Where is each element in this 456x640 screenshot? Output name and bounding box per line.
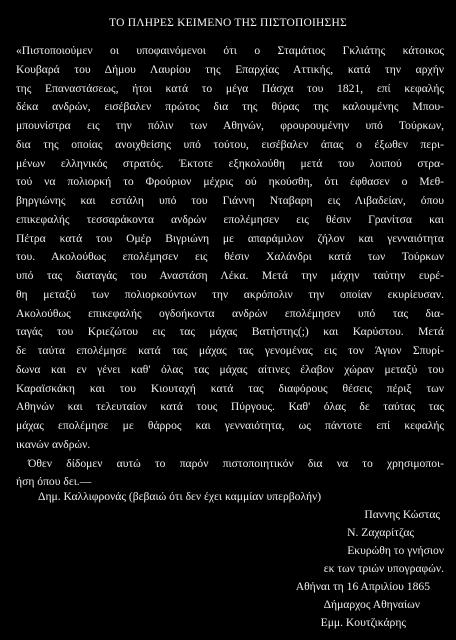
body-line: μένων ελληνικός στρατός. Έκτοτε εξηκολούθη μετά του λοιπού στρα- (16, 156, 444, 170)
document-title: ΤΟ ΠΛΗΡΕΣ ΚΕΙΜΕΝΟ ΤΗΣ ΠΙΣΤΟΠΟΙΗΣΗΣ (109, 17, 347, 29)
signature-line: Παννης Κώστας (364, 508, 440, 521)
signature-line: Ν. Ζαχαρίτζας (347, 526, 414, 539)
signature-line: Δήμαρχος Αθηναίων (323, 598, 420, 611)
body-line: Ακολούθως επικεφαλής ογδοήκοντα ανδρών επολέμησεν υπό τας δια- (16, 306, 444, 320)
body-line: υπό τας διαταγάς του Αναστάση Λέκα. Μετά την μάχην ταύτην ευρέ- (16, 269, 444, 282)
body-line: βηργιώνης και εστάλη υπό του Γιάννη Νταβαρη εις Λιβαδείαν, όπου (16, 194, 444, 207)
body-line: «Πιστοποιούμεν οι υποφαινόμενοι ότι ο Σταμάτιος Γκλιάτης κάτοικος (16, 44, 444, 57)
body-line: δε ταύτα επολέμησε κατά τας μάχας τας γενομένας εις τον Άγιον Σπυρί- (16, 344, 444, 357)
body-line: Αθηνών και τελευταίον κατά τους Πύργους. Καθ' όλας δε ταύτας τας (16, 400, 444, 414)
body-line: ήση όπου δει.— (16, 475, 92, 489)
signature-line: εκ των τριών υπογραφών. (323, 562, 444, 575)
signature-line: Αθήναι τη 16 Απριλίου 1865 (295, 580, 430, 593)
body-line: Πέτρα κατά του Ομέρ Βιγριώνη με απαράμιλον ζήλον και γενναιότητα (16, 231, 444, 245)
body-line: Καραϊσκάκη και του Κιουταχή κατά τας διαφόρους θέσεις πέριξ των (16, 381, 444, 395)
body-line: ταγάς του Κριεζώτου εις τας μάχας Βατήστης(;) και Καρύστου. Μετά (16, 325, 444, 339)
body-line: Κουβαρά του Δήμου Λαυρίου της Επαρχίας Αττικής, κατά την αρχήν (16, 62, 444, 76)
signature-block (0, 488, 456, 632)
body-line: του. Ακολούθως επολέμησεν εις θέσιν Χαλάνδρι κατά των Τούρκων (16, 250, 444, 264)
body-line: δια της οποίας ανοιχθείσης υπό τούτου, εισέβαλεν άπας ο έξωθεν περι- (16, 137, 444, 151)
body-line: της Επαναστάσεως, ήτοι κατά το μέγα Πάσχα του 1821, επί κεφαλής (16, 81, 444, 95)
body-line: Όθεν δίδομεν αυτώ το παρόν πιστοποιητικόν δια να το χρησιμοποι- (28, 456, 444, 470)
signature-line: Εμμ. Κουτζικάρης (320, 616, 406, 629)
body-line: μπουνίστρα εις την πόλιν των Αθηνών, φρουρουμένην υπό Τούρκων, (16, 119, 444, 132)
certificate-body (16, 42, 444, 492)
body-line: τού να πολιορκή το Φρούριον μέχρις ού ηκούσθη, ότι έφθασεν ο Μεθ- (16, 175, 444, 189)
body-line: επικεφαλής τεσσαράκοντα ανδρών επολέμησεν εις θέσιν Γρανίτσα και (16, 212, 444, 226)
body-line: δέκα ανδρών, εισέβαλεν πρώτος δια της θύρας της καλουμένης Μπου- (16, 100, 444, 114)
body-line: δωνα και εν γένει καθ' όλας τας μάχας αίτινες έλαβον χώραν μεταξύ του (16, 362, 444, 376)
signature-line: Εκυρώθη το γνήσιον (347, 544, 444, 557)
body-line: μάχας επολέμησε με θάρρος και γενναιότητα, ως πάντοτε επί κεφαλής (16, 419, 444, 432)
signature-line: Δημ. Καλλιφρονάς (βεβαιώ ότι δεν έχει καμμίαν υπερβολήν) (38, 490, 322, 503)
body-line: ικανών ανδρών. (16, 437, 91, 451)
body-line: θη μεταξύ των πολιορκούντων την ακρόπολιν την οποίαν εκυρίευσαν. (16, 287, 444, 301)
